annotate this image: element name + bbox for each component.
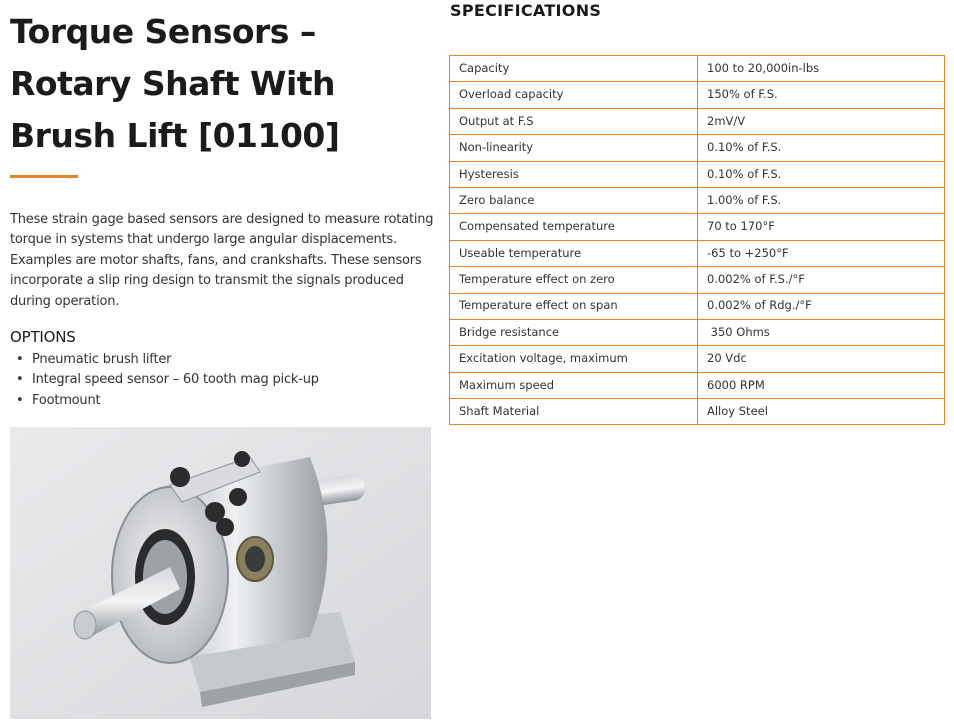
spec-label: Maximum speed bbox=[450, 372, 698, 398]
table-row bbox=[450, 399, 945, 425]
option-item: • Pneumatic brush lifter bbox=[16, 350, 319, 370]
spec-label: Temperature effect on span bbox=[450, 293, 698, 319]
table-row bbox=[450, 267, 945, 293]
specifications-heading: SPECIFICATIONS bbox=[450, 1, 602, 20]
table-row bbox=[450, 56, 945, 82]
spec-label: Non-linearity bbox=[450, 135, 698, 161]
spec-value: 0.10% of F.S. bbox=[698, 161, 945, 187]
spec-value: 0.002% of Rdg./°F bbox=[698, 293, 945, 319]
table-row bbox=[450, 187, 945, 213]
spec-value: 0.10% of F.S. bbox=[698, 135, 945, 161]
spec-label: Useable temperature bbox=[450, 240, 698, 266]
spec-label: Capacity bbox=[450, 56, 698, 82]
torque-sensor-image bbox=[10, 427, 431, 719]
option-item: • Integral speed sensor – 60 tooth mag pick-up bbox=[16, 370, 319, 390]
specifications-table bbox=[449, 55, 945, 425]
table-row bbox=[450, 293, 945, 319]
title-accent-divider bbox=[10, 175, 78, 178]
table-row bbox=[450, 161, 945, 187]
spec-value: 150% of F.S. bbox=[698, 82, 945, 108]
table-row bbox=[450, 240, 945, 266]
spec-label: Output at F.S bbox=[450, 108, 698, 134]
table-row bbox=[450, 319, 945, 345]
table-row bbox=[450, 135, 945, 161]
option-item: • Footmount bbox=[16, 391, 319, 411]
table-row bbox=[450, 346, 945, 372]
spec-value: 100 to 20,000in-lbs bbox=[698, 56, 945, 82]
spec-label: Temperature effect on zero bbox=[450, 267, 698, 293]
spec-label: Zero balance bbox=[450, 187, 698, 213]
spec-value: 2mV/V bbox=[698, 108, 945, 134]
spec-value: -65 to +250°F bbox=[698, 240, 945, 266]
options-list bbox=[16, 350, 319, 411]
table-row bbox=[450, 82, 945, 108]
spec-value: 0.002% of F.S./°F bbox=[698, 267, 945, 293]
page-title: Torque Sensors – Rotary Shaft With Brush Lift [01100] bbox=[10, 12, 340, 155]
spec-label: Excitation voltage, maximum bbox=[450, 346, 698, 372]
table-row bbox=[450, 108, 945, 134]
spec-value: 6000 RPM bbox=[698, 372, 945, 398]
spec-label: Hysteresis bbox=[450, 161, 698, 187]
spec-label: Overload capacity bbox=[450, 82, 698, 108]
table-row bbox=[450, 372, 945, 398]
spec-value: 350 Ohms bbox=[698, 319, 945, 345]
spec-value: 1.00% of F.S. bbox=[698, 187, 945, 213]
spec-value: 70 to 170°F bbox=[698, 214, 945, 240]
spec-value: Alloy Steel bbox=[698, 399, 945, 425]
spec-label: Shaft Material bbox=[450, 399, 698, 425]
spec-value: 20 Vdc bbox=[698, 346, 945, 372]
spec-label: Bridge resistance bbox=[450, 319, 698, 345]
product-description: These strain gage based sensors are designed to measure rotating torque in systems that undergo large angular displacements. Examples are motor shafts, fans, and crankshafts. These sensors incorporate a slip ring design to transmit the signals produced during operation. bbox=[10, 212, 434, 309]
table-row bbox=[450, 214, 945, 240]
spec-label: Compensated temperature bbox=[450, 214, 698, 240]
options-heading: OPTIONS bbox=[10, 328, 76, 346]
product-photo bbox=[10, 427, 431, 719]
